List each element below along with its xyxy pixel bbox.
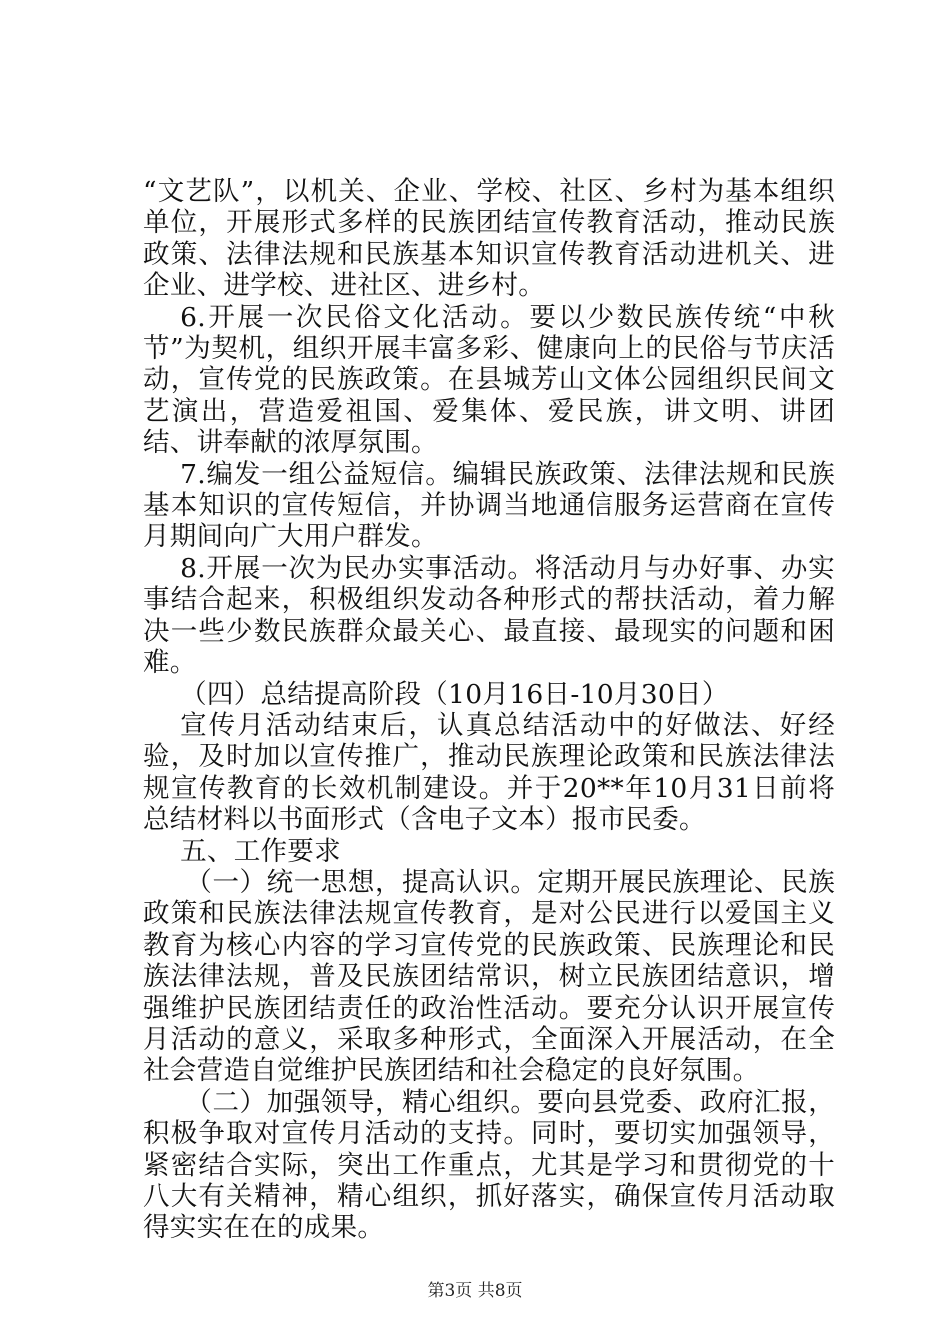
section-heading-requirements: 五、工作要求 xyxy=(180,835,341,867)
paragraph-item-7: 7.编发一组公益短信。编辑民族政策、法律法规和民族基本知识的宣传短信，并协调当地通信服务运营商在宣传月期间向广大用户群发。 xyxy=(143,458,835,553)
paragraph-item-6: 6.开展一次民俗文化活动。要以少数民族传统“中秋节”为契机，组织开展丰富多彩、健康向上的民俗与节庆活动，宣传党的民族政策。在县城芳山文体公园组织民间文艺演出，营造爱祖国、爱集体、爱民族，讲文明、讲团结、讲奉献的浓厚氛围。 xyxy=(143,301,835,459)
section-heading-stage-4: （四）总结提高阶段（10月16日-10月30日） xyxy=(180,678,729,710)
document-body xyxy=(143,176,835,1244)
paragraph-requirement-1: （一）统一思想，提高认识。定期开展民族理论、民族政策和民族法律法规宣传教育，是对公民进行以爱国主义教育为核心内容的学习宣传党的民族政策、民族理论和民族法律法规，普及民族团结常识，树立民族团结意识，增强维护民族团结责任的政治性活动。要充分认识开展宣传月活动的意义，采取多种形式，全面深入开展活动，在全社会营造自觉维护民族团结和社会稳定的良好氛围。 xyxy=(143,866,835,1087)
paragraph-summary: 宣传月活动结束后，认真总结活动中的好做法、好经验，及时加以宣传推广，推动民族理论政策和民族法律法规宣传教育的长效机制建设。并于20**年10月31日前将总结材料以书面形式（含电子文本）报市民委。 xyxy=(143,709,835,836)
paragraph-item-8: 8.开展一次为民办实事活动。将活动月与办好事、办实事结合起来，积极组织发动各种形式的帮扶活动，着力解决一些少数民族群众最关心、最直接、最现实的问题和困难。 xyxy=(143,552,835,679)
page-number-footer: 第3页 共8页 xyxy=(427,1281,523,1301)
paragraph-requirement-2: （二）加强领导，精心组织。要向县党委、政府汇报，积极争取对宣传月活动的支持。同时，要切实加强领导，紧密结合实际，突出工作重点，尤其是学习和贯彻党的十八大有关精神，精心组织，抓好落实，确保宣传月活动取得实实在在的成果。 xyxy=(143,1086,835,1244)
paragraph-wenyidui: “文艺队”，以机关、企业、学校、社区、乡村为基本组织单位，开展形式多样的民族团结宣传教育活动，推动民族政策、法律法规和民族基本知识宣传教育活动进机关、进企业、进学校、进社区、进乡村。 xyxy=(143,176,835,302)
